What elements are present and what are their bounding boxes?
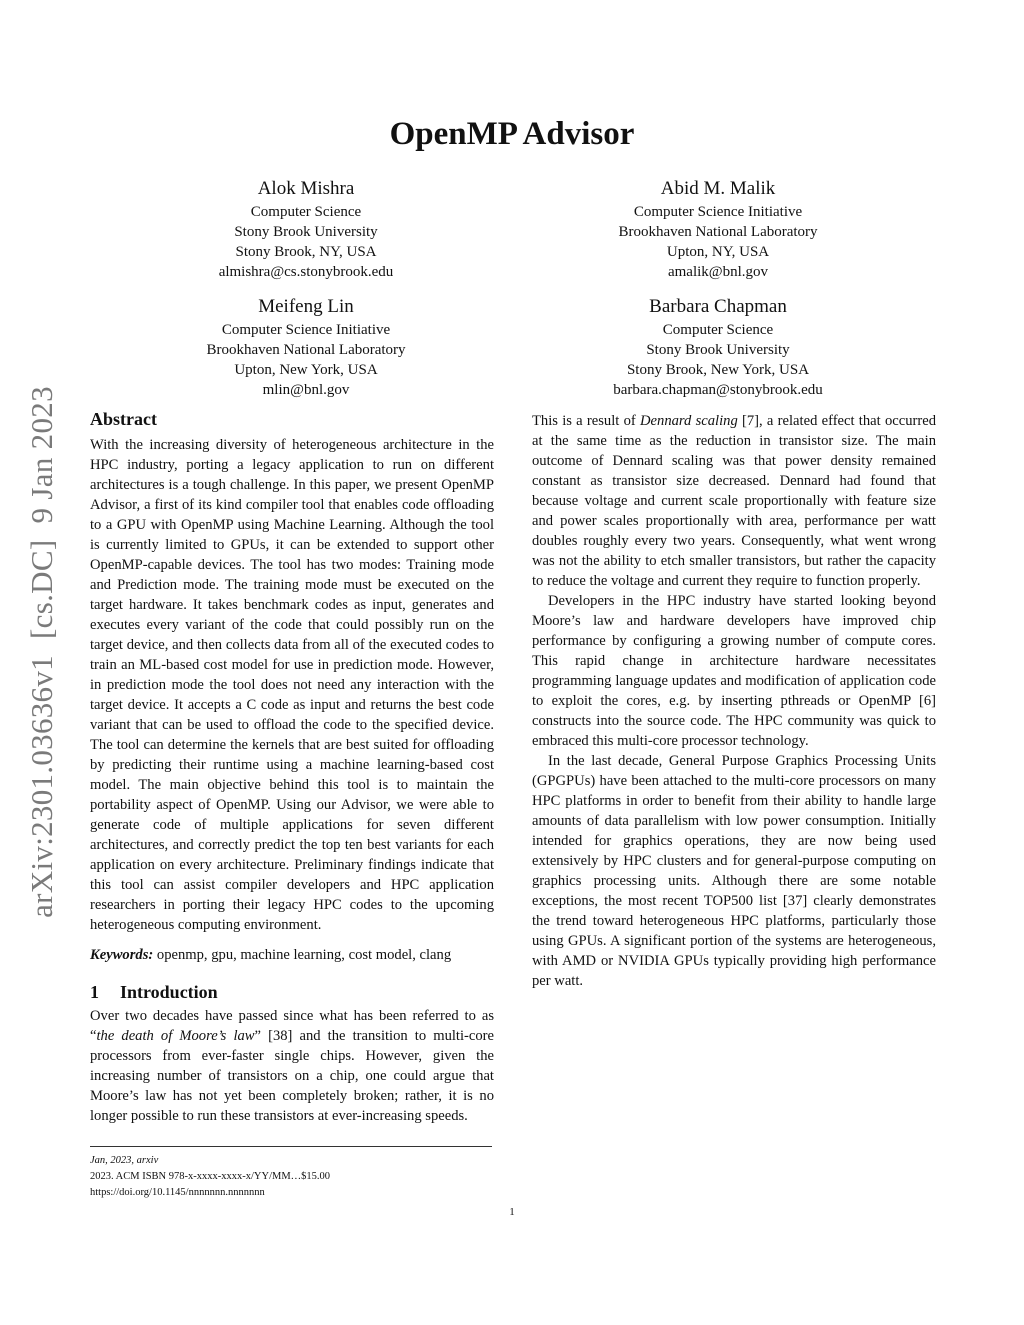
intro-paragraph-2: Developers in the HPC industry have started looking beyond Moore’s law and hardware developers have improved chip performance by configuring a growing number of compute cores. This rapid change in architecture hardware necessitates programming language updates and modification of application code to exploit the cores, e.g. by inserting pthreads or OpenMP [6] constructs into the source code. The HPC community was quick to embraced this multi-core processor technology. (532, 593, 936, 749)
section-title: Introduction (120, 982, 218, 1002)
page-number: 1 (509, 1206, 515, 1218)
abstract-heading: Abstract (90, 409, 157, 429)
author-block (141, 176, 471, 282)
arxiv-id: arXiv:2301.03636v1 [cs.DC] 9 Jan 2023 (24, 386, 60, 918)
footnote-doi[interactable]: https://doi.org/10.1145/nnnnnnn.nnnnnnn (90, 1187, 265, 1198)
author-institution: Brookhaven National Laboratory (618, 224, 818, 240)
right-column (532, 411, 936, 991)
author-block (141, 294, 471, 400)
left-column (90, 406, 494, 1126)
arxiv-watermark (16, 372, 68, 932)
author-email: barbara.chapman@stonybrook.edu (613, 382, 823, 398)
author-affiliation: Computer Science Initiative (221, 322, 391, 338)
author-institution: Stony Brook University (646, 342, 790, 358)
author-name: Alok Mishra (257, 178, 355, 199)
author-location: Upton, New York, USA (234, 362, 378, 378)
keywords (90, 945, 494, 965)
author-email: almishra@cs.stonybrook.edu (218, 264, 394, 280)
footnote-venue: Jan, 2023, arxiv (90, 1155, 159, 1166)
author-name: Barbara Chapman (649, 296, 787, 317)
author-email: mlin@bnl.gov (262, 382, 350, 398)
emphasis: the death of Moore’s law (96, 1028, 255, 1044)
author-affiliation: Computer Science (250, 204, 362, 220)
abstract-text: With the increasing diversity of heterogeneous architecture in the HPC industry, porting a legacy application to run on different architectures is a tough challenge. In this paper, we present OpenMP Advisor, a first of its kind compiler tool that enables code offloading to a GPU with OpenMP using Machine Learning. Although the tool is currently limited to GPUs, it can be extended to support other OpenMP-capable devices. The tool has two modes: Training mode and Prediction mode. The training mode must be executed on the target hardware. It takes benchmark codes as input, generates and executes every variant of the code that could possibly run on the target device, and then collects data from all of the executed codes to train an ML-based cost model for use in prediction mode. However, in prediction mode the tool does not need any interaction with the target device. It accepts a C code as input and returns the best code variant that can be used to offload the code to the specified device. The tool can determine the kernels that are best suited for offloading by predicting their runtime using a machine learning-based cost model. The main objective behind this tool is to maintain the portability aspect of OpenMP. Using our Advisor, we were able to generate code of multiple applications for seven different architectures, and correctly predict the top ten best variants for each application on every architecture. Preliminary findings indicate that this tool can assist compiler developers and HPC application researchers in porting their legacy HPC codes to the upcoming heterogeneous computing environment. (90, 437, 494, 933)
author-location: Stony Brook, New York, USA (626, 362, 810, 378)
author-affiliation: Computer Science (662, 322, 774, 338)
paper-title: OpenMP Advisor (389, 116, 635, 152)
text-run: ” [38] and the transition to multi-core processors from ever-faster single chips. However, given the increasing number of transistors on a chip, one could argue that Moore’s law has not yet been completely broken; rather, it is no longer possible to run these transistors at ever-increasing speeds. (90, 1028, 495, 1124)
author-institution: Stony Brook University (234, 224, 378, 240)
intro-paragraph-cont (532, 411, 936, 591)
author-block (553, 294, 883, 400)
text-run: This is a result of (532, 413, 640, 429)
author-institution: Brookhaven National Laboratory (206, 342, 406, 358)
footnote-block (90, 1146, 492, 1201)
author-name: Abid M. Malik (660, 178, 776, 199)
author-location: Stony Brook, NY, USA (235, 244, 377, 260)
author-affiliation: Computer Science Initiative (633, 204, 803, 220)
footnote-isbn: 2023. ACM ISBN 978-x-xxxx-xxxx-x/YY/MM…$15.00 (90, 1171, 331, 1182)
section-heading (90, 979, 494, 1005)
emphasis: Dennard scaling (640, 413, 738, 429)
text-run: Over two decades have passed since what has been referred to as “ (90, 1008, 494, 1044)
author-location: Upton, NY, USA (666, 244, 770, 260)
author-email: amalik@bnl.gov (667, 264, 769, 280)
text-run: [7], a related effect that occurred at the same time as the reduction in transistor size. The main outcome of Dennard scaling was that power density remained constant as transistor size decreased. Dennard had found that because voltage and current scale proportionally with feature size and power scales proportionally with area, performance per watt doubles roughly every two years. Consequently, what went wrong was not the ability to etch smaller transistors, but rather the capacity to reduce the voltage and current they require to function properly. (532, 413, 936, 589)
author-name: Meifeng Lin (258, 296, 354, 317)
intro-paragraph-3: In the last decade, General Purpose Graphics Processing Units (GPGPUs) have been attached to the multi-core processors on many HPC platforms in order to benefit from their ability to handle large amounts of data parallelism with low power consumption. Initially intended for graphics operations, they are now being used extensively by HPC clusters and for general-purpose computing on graphics processing units. Although there are some notable exceptions, the most recent TOP500 list [37] clearly demonstrates the trend toward heterogeneous HPC platforms, particularly those using GPUs. A significant portion of the systems are heterogeneous, with AMD or NVIDIA GPUs typically providing high performance per watt. (532, 753, 936, 989)
keywords-text: openmp, gpu, machine learning, cost model, clang (156, 947, 452, 963)
section-number: 1 (90, 982, 99, 1002)
keywords-label: Keywords: (90, 947, 154, 963)
intro-paragraph-start (90, 1006, 494, 1126)
author-block (553, 176, 883, 282)
